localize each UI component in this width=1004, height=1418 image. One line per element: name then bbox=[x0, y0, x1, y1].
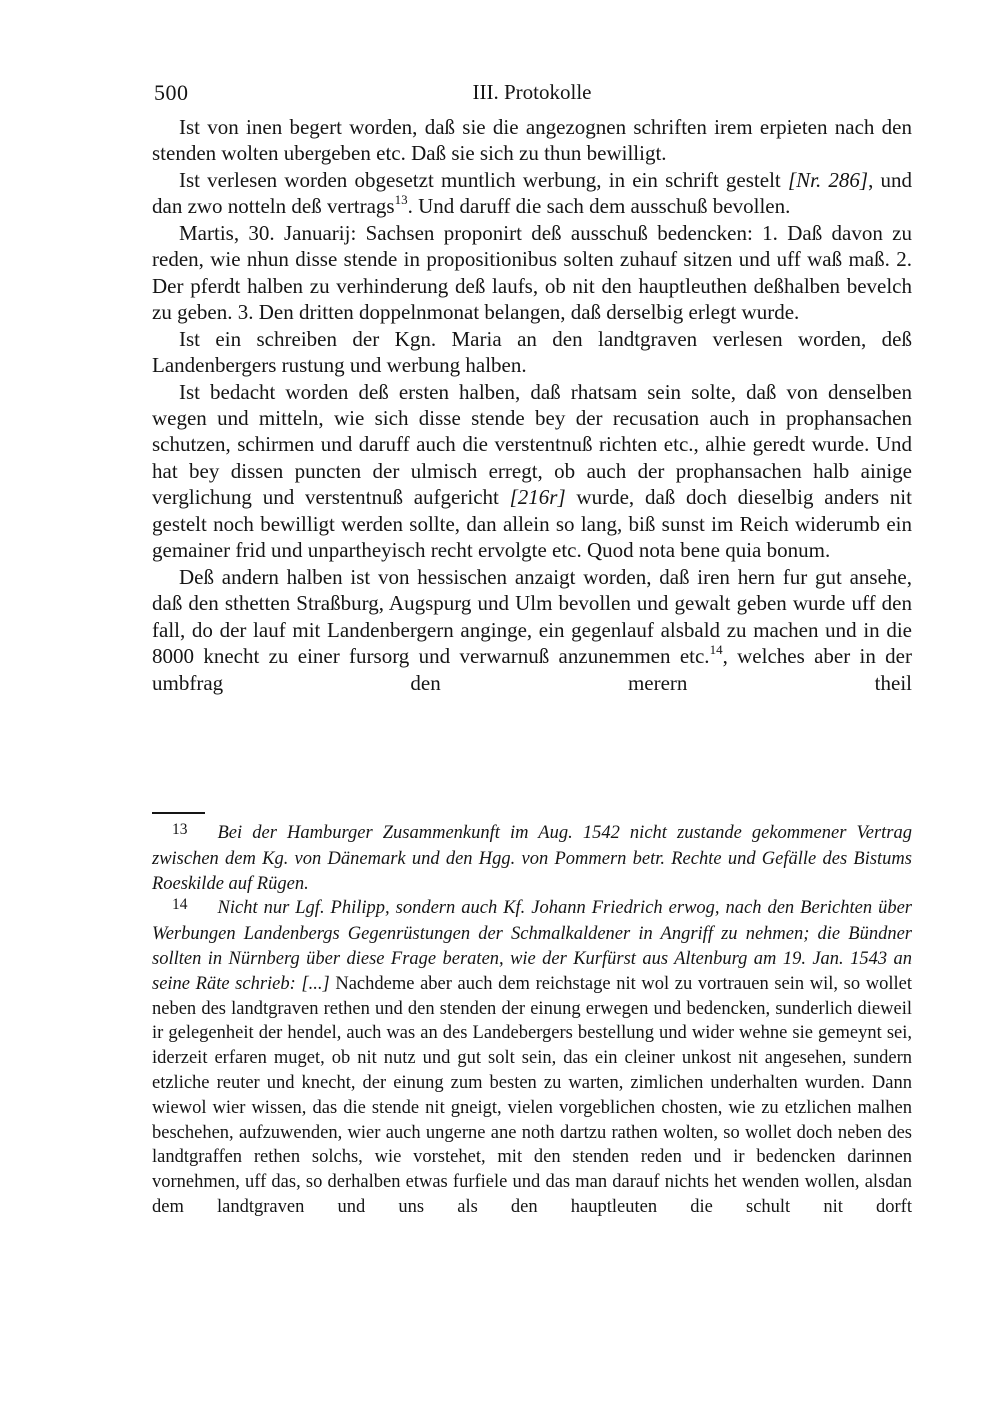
text-segment: Ist bedacht worden deß ersten halben, daß rhatsam sein solte, daß von denselben wegen und mitteln, wie sich disse stende bey der recusation auch in prophansachen schutzen, schirmen und daruff auch die verstentnuß richten etc., alhie geredt wurde. Und hat bey dissen puncten der ulmisch erregt, ob auch der prophansachen halb ainige verglichung und verstentnuß aufgericht bbox=[152, 379, 912, 510]
running-head: III. Protokolle bbox=[472, 80, 592, 104]
paragraph bbox=[152, 564, 912, 696]
footnote-reference: 13 bbox=[394, 192, 408, 208]
paragraph bbox=[152, 167, 912, 220]
text-segment: Deß andern halben ist von hessischen anzaigt worden, daß iren hern fur gut ansehe, daß den sthetten Straßburg, Augspurg und Ulm bevollen und gewalt geben wurde uff den fall, do der lauf mit Landenbergern anginge, ein gegenlauf alsbald zu machen und in die 8000 knecht zu einer fursorg und verwarnuß anzunemmen etc. bbox=[152, 564, 912, 669]
text-segment: Nachdeme aber auch dem reichstage nit wol zu vortrauen sein wil, so wollet neben des landtgraven rethen und den stenden der einung erwegen und bedencken, sunderlich dieweil ir gelegenheit der hendel, auch was an des Landebergers bestellung und wider wehne sie gemeynt sei, iderzeit erfaren muget, ob nit nutz und gut solt sein, das ein cleiner unkost nit angesehen, sundern etzliche reuter und knecht, der einung zum besten zu warten, zimlichen underhalten wurden. Dann wiewol wier wissen, das die stende nit gneigt, vielen vorgeblichen chosten, wie zu etzlichen malhen beschehen, aufzuwenden, wier auch ungerne ane noth dartzu rathen wolten, so wollet doch neben des landtgraffen rethen solchs, wie vorstehet, mit den stenden reden und ir bedencken darinnen vornehmen, uff das, so derhalben etwas furfiele und das man darauf nichts het wenden wollen, alsdan dem landtgraven und uns als den hauptleuten die schult nit dorft bbox=[152, 973, 912, 1217]
text-segment: , welches aber in der umbfrag den merern theil bbox=[152, 644, 913, 695]
footnote-number: 14 bbox=[172, 896, 188, 914]
body-text bbox=[152, 114, 912, 696]
text-segment: Martis, 30. Januarij: Sachsen proponirt deß ausschuß bedencken: 1. Daß davon zu reden, wie nhun disse stende in propositionibus solten zuhauf sitzen und uff waß maß. 2. Der pferdt halben zu verhinderung deß laufs, ob nit den hauptleuthen deßhalben bevelch zu geben. 3. Den dritten doppelnmonat belangen, daß derselbig erlegt wurde. bbox=[152, 220, 912, 325]
footnotes bbox=[152, 821, 912, 1220]
text-segment: Ist von inen begert worden, daß sie die angezognen schriften irem erpieten nach den stenden wolten ubergeben etc. Daß sie sich zu thun bewilligt. bbox=[152, 115, 912, 166]
text-segment: , und dan zwo notteln deß vertrags bbox=[152, 167, 913, 219]
text-segment: Ist ein schreiben der Kgn. Maria an den landtgraven verlesen worden, deß Landenbergers rustung und werbung halben. bbox=[152, 326, 912, 378]
text-segment: wurde, daß doch dieselbig anders nit gestelt noch bewilligt werden sollte, dan allein so lang, biß sunst im Reich widerumb ein gemainer frid und unpartheyisch recht ervolgte etc. Quod nota bene quia bonum. bbox=[152, 485, 912, 563]
paragraph bbox=[152, 379, 912, 564]
text-segment: . Und daruff die sach dem ausschuß bevollen. bbox=[407, 194, 791, 219]
footnote-reference: 14 bbox=[709, 642, 723, 658]
text-segment: Nicht nur Lgf. Philipp, sondern auch Kf. Johann Friedrich erwog, nach den Berichten über Werbungen Landenbergs Gegenrüstungen der Schmalkaldener in Angriff zu nehmen; die Bündner sollten in Nürnberg über diese Frage beraten, wie der Kurfürst aus Altenburg am 19. Jan. 1543 an seine Räte schrieb: [...] bbox=[152, 898, 912, 994]
text-segment: Ist verlesen worden obgesetzt muntlich werbung, in ein schrift gestelt bbox=[179, 167, 788, 192]
footnote bbox=[152, 821, 912, 896]
paragraph bbox=[152, 220, 912, 326]
page-number: 500 bbox=[154, 80, 189, 105]
paragraph bbox=[152, 326, 912, 379]
page-header bbox=[152, 80, 912, 108]
footnote bbox=[152, 896, 912, 1219]
text-segment: [Nr. 286] bbox=[787, 167, 869, 192]
footnote-separator bbox=[152, 812, 205, 814]
text-segment: [216r] bbox=[509, 485, 566, 510]
paragraph bbox=[152, 114, 912, 167]
text-segment: Bei der Hamburger Zusammenkunft im Aug. 1542 nicht zustande gekommener Vertrag zwischen dem Kg. von Dänemark und den Hgg. von Pommern betr. Rechte und Gefälle des Bistums Roeskilde auf Rügen. bbox=[152, 823, 912, 894]
footnote-number: 13 bbox=[172, 821, 188, 838]
